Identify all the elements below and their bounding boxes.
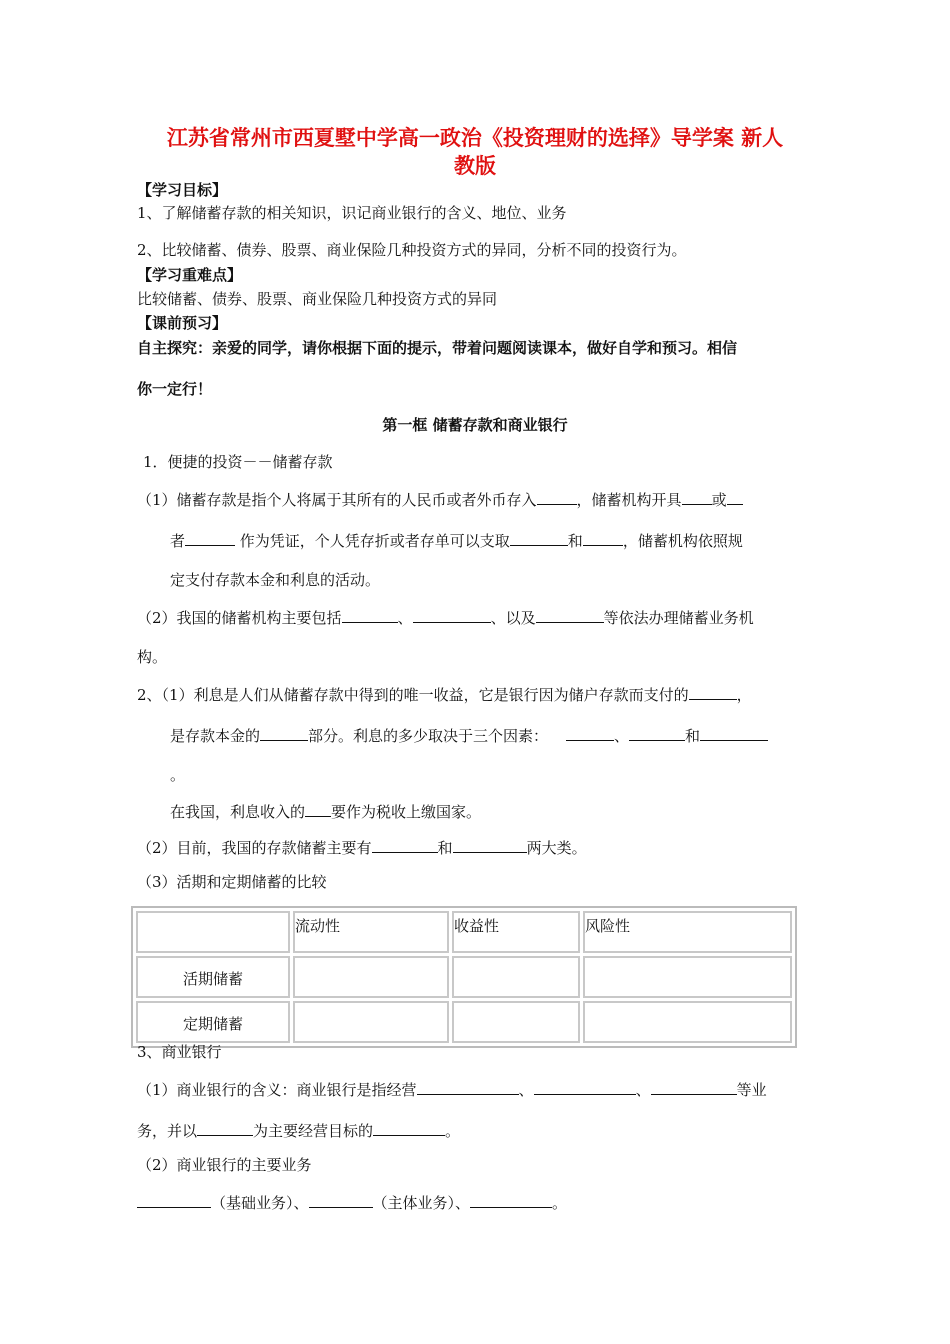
blank[interactable]: [305, 800, 331, 817]
blank[interactable]: [727, 488, 743, 505]
s3-p3: （基础业务）、 （主体业务）、 。: [137, 1191, 567, 1213]
table-row: [136, 956, 792, 998]
blank[interactable]: [537, 488, 577, 505]
table-row: [136, 1001, 792, 1043]
s2-line2: 是存款本金的 部分。利息的多少取决于三个因素： 、 和: [170, 724, 768, 746]
blank[interactable]: [372, 836, 438, 853]
table-header-cell: [136, 911, 290, 953]
document-title-line1: 江苏省常州市西夏墅中学高一政治《投资理财的选择》导学案 新人: [166, 126, 784, 150]
blank[interactable]: [185, 529, 235, 546]
table-header-cell: 风险性: [583, 911, 792, 953]
blank[interactable]: [342, 606, 398, 623]
blank[interactable]: [197, 1119, 253, 1136]
blank[interactable]: [309, 1191, 373, 1208]
s2-line5: （2）目前，我国的存款储蓄主要有 和 两大类。: [137, 836, 587, 858]
table-header-cell: 流动性: [293, 911, 449, 953]
blank[interactable]: [583, 529, 623, 546]
section-title: 第一框 储蓄存款和商业银行: [382, 416, 568, 434]
keypoints-text: 比较储蓄、债券、股票、商业保险几种投资方式的异同: [137, 290, 498, 308]
s1-heading: 1．便捷的投资－－储蓄存款: [143, 453, 333, 471]
table-cell[interactable]: [452, 956, 580, 998]
blank[interactable]: [137, 1191, 211, 1208]
s1-p1-line1: （1）储蓄存款是指个人将属于其所有的人民币或者外币存入 ，储蓄机构开具 或: [137, 488, 743, 510]
preview-intro-line2: 你一定行！: [137, 380, 213, 398]
s3-heading: 3、商业银行: [137, 1043, 222, 1061]
blank[interactable]: [373, 1119, 445, 1136]
s1-p1-line2: 者 作为凭证，个人凭存折或者存单可以支取 和 ，储蓄机构依照规: [170, 529, 743, 551]
blank[interactable]: [417, 1078, 519, 1095]
document-title-line2: 教版: [454, 154, 496, 178]
table-cell[interactable]: [293, 1001, 449, 1043]
preview-intro-line1: 自主探究：亲爱的同学，请你根据下面的提示，带着问题阅读课本，做好自学和预习。相信: [137, 339, 738, 357]
table-cell[interactable]: [583, 956, 792, 998]
s3-p1-line1: （1）商业银行的含义：商业银行是指经营 、 、 等业: [137, 1078, 767, 1100]
objectives-heading: 【学习目标】: [137, 181, 228, 199]
table-cell[interactable]: [452, 1001, 580, 1043]
blank[interactable]: [260, 724, 308, 741]
blank[interactable]: [413, 606, 491, 623]
table-header-row: [136, 911, 792, 953]
blank[interactable]: [566, 724, 614, 741]
table-cell[interactable]: [293, 956, 449, 998]
objective-item-1: 1、了解储蓄存款的相关知识，识记商业银行的含义、地位、业务: [137, 204, 567, 222]
blank[interactable]: [682, 488, 712, 505]
s1-p2-line1: （2）我国的储蓄机构主要包括 、 、以及 等依法办理储蓄业务机: [137, 606, 754, 628]
s1-p2-line2: 构。: [137, 648, 168, 666]
blank[interactable]: [536, 606, 604, 623]
objective-item-2: 2、比较储蓄、债券、股票、商业保险几种投资方式的异同，分析不同的投资行为。: [137, 241, 687, 259]
blank[interactable]: [651, 1078, 737, 1095]
table-cell[interactable]: [583, 1001, 792, 1043]
table-row-label: 定期储蓄: [136, 1001, 290, 1043]
preview-heading: 【课前预习】: [137, 314, 228, 332]
savings-comparison-table: [131, 906, 797, 1048]
s3-p2: （2）商业银行的主要业务: [137, 1156, 312, 1174]
s2-line6: （3）活期和定期储蓄的比较: [137, 873, 327, 891]
s2-line1: 2、（1）利息是人们从储蓄存款中得到的唯一收益，它是银行因为储户存款而支付的 ，: [137, 683, 752, 705]
blank[interactable]: [453, 836, 527, 853]
blank[interactable]: [689, 683, 737, 700]
s2-line4: 在我国，利息收入的 要作为税收上缴国家。: [170, 800, 481, 822]
blank[interactable]: [470, 1191, 552, 1208]
keypoints-heading: 【学习重难点】: [137, 266, 243, 284]
s1-p1-line3: 定支付存款本金和利息的活动。: [170, 571, 381, 589]
blank[interactable]: [510, 529, 568, 546]
blank[interactable]: [700, 724, 768, 741]
table-header-cell: 收益性: [452, 911, 580, 953]
table-row-label: 活期储蓄: [136, 956, 290, 998]
blank[interactable]: [629, 724, 685, 741]
s2-line3: 。: [170, 766, 186, 784]
s3-p1-line2: 务，并以 为主要经营目标的 。: [137, 1119, 460, 1141]
blank[interactable]: [534, 1078, 636, 1095]
